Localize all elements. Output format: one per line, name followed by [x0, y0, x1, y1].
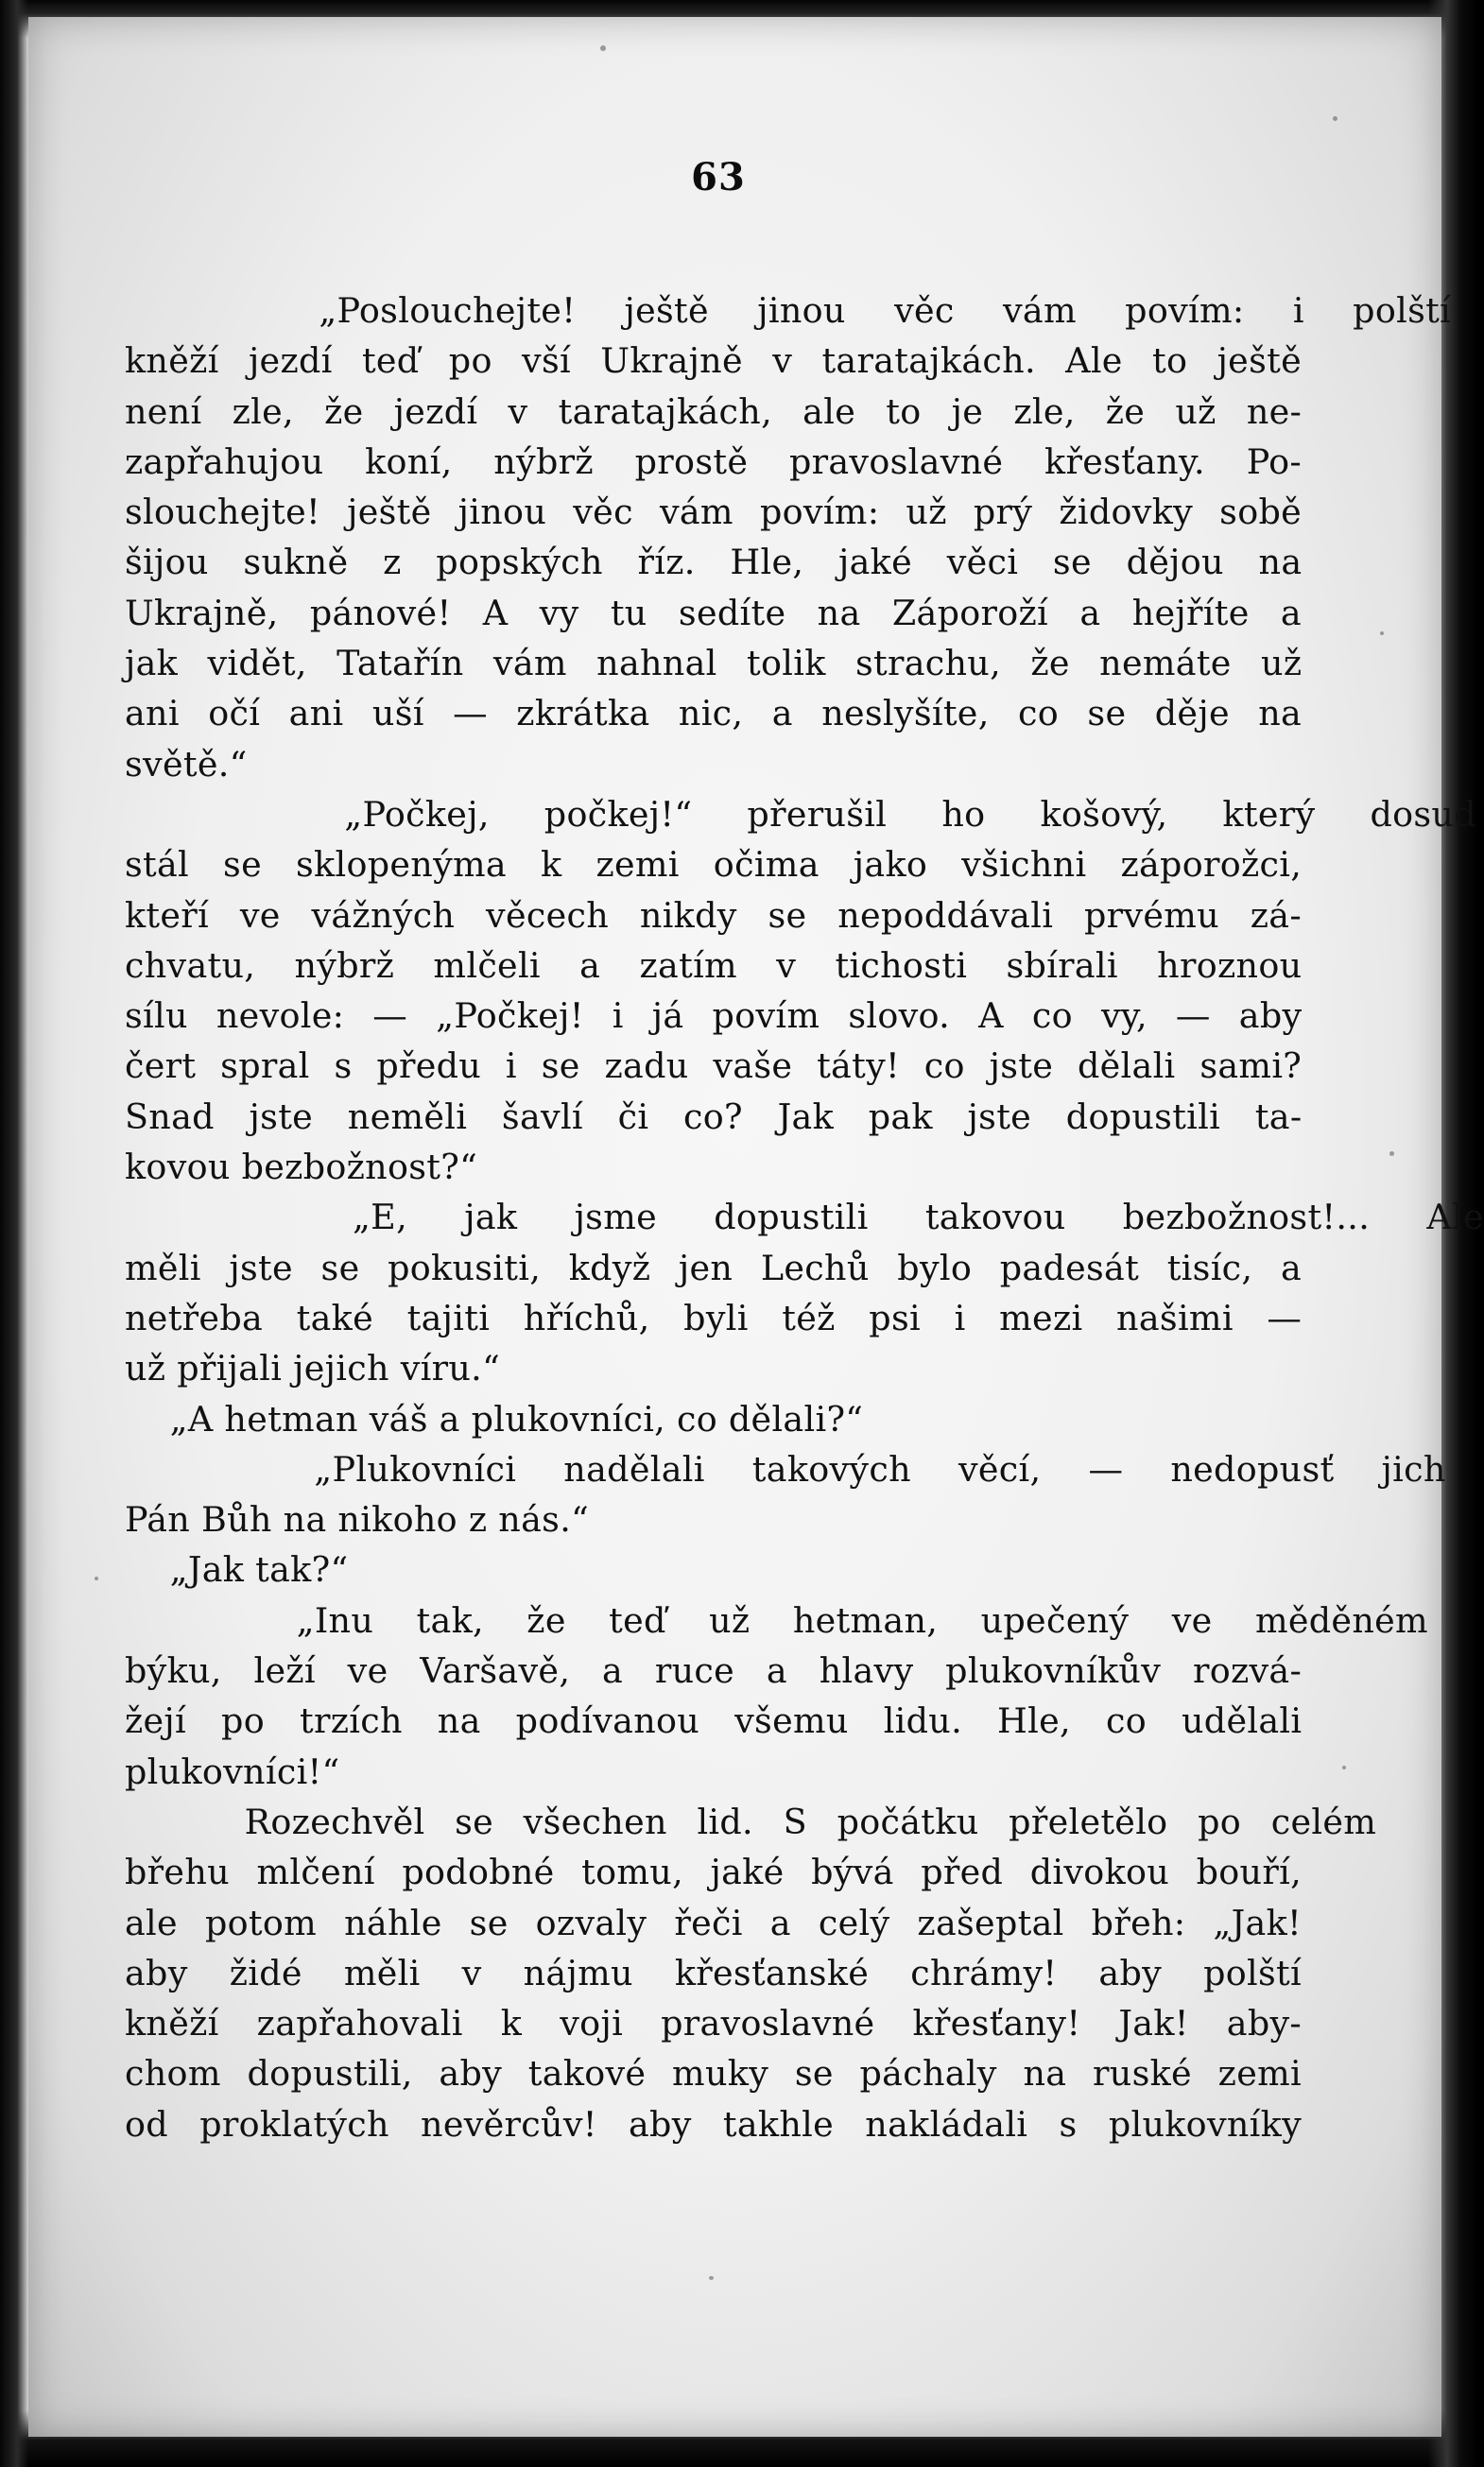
text-line: čert spral s předu i se zadu vaše táty! co jste dělali sami?: [125, 1045, 1303, 1087]
text-line: aby židé měli v nájmu křesťanské chrámy! aby polští: [125, 1952, 1302, 1993]
text-line: měli jste se pokusiti, když jen Lechů bylo padesát tisíc, a: [125, 1247, 1302, 1288]
text-line: jak vidět, Tatařín vám nahnal tolik strachu, že nemáte už: [125, 643, 1303, 684]
speck: [1333, 116, 1337, 121]
text-line: „Jak tak?“: [125, 1549, 349, 1591]
text-line: žejí po trzích na podívanou všemu lidu. Hle, co udělali: [125, 1700, 1303, 1742]
text-line: už přijali jejich víru.“: [125, 1348, 501, 1389]
text-line: kteří ve vážných věcech nikdy se nepoddávali prvému zá-: [125, 894, 1302, 936]
text-line: býku, leží ve Varšavě, a ruce a hlavy plukovníkův rozvá-: [125, 1650, 1303, 1692]
speck: [1380, 631, 1384, 635]
text-line: „Inu tak, že teď už hetman, upečený ve měděném: [125, 1599, 1428, 1641]
text-line: zapřahujou koní, nýbrž prostě pravoslavné křesťany. Po-: [125, 440, 1302, 482]
text-line: netřeba také tajiti hříchů, byli též psi i mezi našimi —: [125, 1297, 1303, 1338]
text-line: světě.“: [125, 743, 248, 785]
text-line: kovou bezbožnost?“: [125, 1147, 478, 1188]
text-line: „A hetman váš a plukovníci, co dělali?“: [125, 1398, 864, 1440]
text-line: ani očí ani uší — zkrátka nic, a neslyšíte, co se děje na: [125, 693, 1303, 734]
text-line: kněží zapřahovali k voji pravoslavné křesťany! Jak! aby-: [125, 2003, 1303, 2044]
text-line: „Počkej, počkej!“ přerušil ho košový, který dosud: [125, 793, 1476, 835]
text-line: není zle, že jezdí v taratajkách, ale to je zle, že už ne-: [125, 390, 1303, 432]
text-line: Rozechvěl se všechen lid. S počátku přeletělo po celém: [125, 1801, 1377, 1842]
speck: [95, 1577, 98, 1580]
text-line: slouchejte! ještě jinou věc vám povím: už prý židovky sobě: [125, 492, 1303, 533]
text-line: „Poslouchejte! ještě jinou věc vám povím: i polští: [125, 290, 1452, 331]
text-line: ale potom náhle se ozvaly řeči a celý zašeptal břeh: „Jak!: [125, 1902, 1302, 1943]
text-line: břehu mlčení podobné tomu, jaké bývá před divokou bouří,: [125, 1852, 1302, 1893]
speck: [1389, 1151, 1394, 1156]
text-line: „E, jak jsme dopustili takovou bezbožnost!... Ale: [125, 1197, 1484, 1238]
text-line: od proklatých nevěrcův! aby takhle nakládali s plukovníky: [125, 2103, 1302, 2145]
text-line: Ukrajně, pánové! A vy tu sedíte na Záporoží a hejříte a: [125, 592, 1302, 633]
text-line: chvatu, nýbrž mlčeli a zatím v tichosti sbírali hroznou: [125, 944, 1303, 986]
text-line: Snad jste neměli šavlí či co? Jak pak jste dopustili ta-: [125, 1095, 1303, 1137]
text-line: stál se sklopenýma k zemi očima jako všichni záporožci,: [125, 844, 1303, 886]
speck: [600, 45, 606, 51]
text-line: Pán Bůh na nikoho z nás.“: [125, 1499, 590, 1541]
body-text: [125, 285, 1484, 2149]
speck: [709, 2276, 714, 2280]
text-line: kněží jezdí teď po vší Ukrajně v taratajkách. Ale to ještě: [125, 340, 1302, 382]
text-line: šijou sukně z popských říz. Hle, jaké věci se dějou na: [125, 542, 1303, 583]
text-line: chom dopustili, aby takové muky se páchaly na ruské zemi: [125, 2053, 1302, 2095]
page-number: 63: [691, 155, 746, 199]
text-line: plukovníci!“: [125, 1751, 340, 1792]
book-page: [28, 17, 1484, 2437]
text-line: „Plukovníci nadělali takových věcí, — nedopusť jich: [125, 1448, 1446, 1490]
text-line: sílu nevole: — „Počkej! i já povím slovo. A co vy, — aby: [125, 995, 1303, 1037]
speck: [1342, 1766, 1346, 1769]
